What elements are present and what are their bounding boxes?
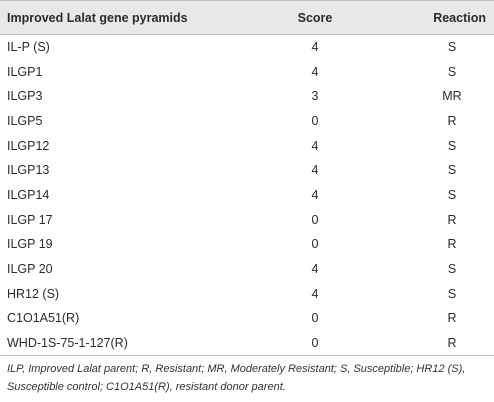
cell-line: WHD-1S-75-1-127(R) (0, 331, 260, 356)
table-row (0, 232, 494, 257)
header-score: Score (260, 1, 370, 35)
cell-line: ILGP 19 (7, 237, 53, 252)
table-row (0, 59, 494, 84)
table-footnote: ILP, Improved Lalat parent; R, Resistant; MR, Moderately Resistant; S, Susceptible; HR12 (S), Susceptible control; C1O1A51(R), resistant donor parent. (7, 363, 466, 393)
header-gene-pyramids: Improved Lalat gene pyramids (0, 1, 260, 35)
table-header (0, 1, 494, 35)
cell-score: 4 (311, 138, 319, 153)
cell-line: HR12 (S) (7, 286, 60, 301)
table-row (0, 306, 494, 331)
cell-reaction: S (447, 262, 457, 277)
table-row (0, 257, 494, 282)
cell-line: C1O1A51(R) (7, 311, 80, 326)
table-row (0, 331, 494, 356)
cell-reaction: S (447, 40, 457, 55)
cell-score: 0 (311, 113, 319, 128)
cell-line: ILGP 17 (7, 212, 53, 227)
table-row (0, 183, 494, 208)
cell-reaction: S (447, 187, 457, 202)
cell-score: 4 (311, 187, 319, 202)
cell-line: ILGP12 (7, 138, 50, 153)
table-row (0, 281, 494, 306)
cell-reaction: S (447, 286, 457, 301)
cell-reaction: S (447, 64, 457, 79)
table-row (0, 207, 494, 232)
cell-line: ILGP 20 (7, 262, 53, 277)
table-row (0, 158, 494, 183)
cell-score: 4 (311, 64, 319, 79)
cell-line: ILGP3 (7, 89, 43, 104)
cell-reaction: S (447, 163, 457, 178)
cell-line: ILGP1 (7, 64, 43, 79)
table-row (0, 35, 494, 60)
cell-score: 0 (260, 331, 370, 356)
cell-line: ILGP13 (7, 163, 50, 178)
cell-score: 0 (311, 311, 319, 326)
cell-score: 0 (311, 237, 319, 252)
cell-reaction: R (447, 237, 457, 252)
cell-reaction: R (447, 311, 457, 326)
header-reaction: Reaction (370, 1, 494, 35)
table-row (0, 84, 494, 109)
cell-score: 4 (311, 286, 319, 301)
cell-line: ILGP14 (7, 187, 50, 202)
cell-reaction: S (447, 138, 457, 153)
cell-score: 3 (311, 89, 319, 104)
cell-line: IL-P (S) (7, 40, 50, 55)
table-body (0, 35, 494, 356)
cell-reaction: MR (442, 89, 462, 104)
cell-line: ILGP5 (7, 113, 43, 128)
cell-score: 4 (311, 40, 319, 55)
table-row (0, 109, 494, 134)
header-row (0, 1, 494, 35)
cell-score: 4 (311, 163, 319, 178)
cell-reaction: R (447, 212, 457, 227)
cell-reaction: R (447, 113, 457, 128)
cell-score: 4 (311, 262, 319, 277)
cell-reaction: R (370, 331, 494, 356)
table-row (0, 133, 494, 158)
cell-score: 0 (311, 212, 319, 227)
